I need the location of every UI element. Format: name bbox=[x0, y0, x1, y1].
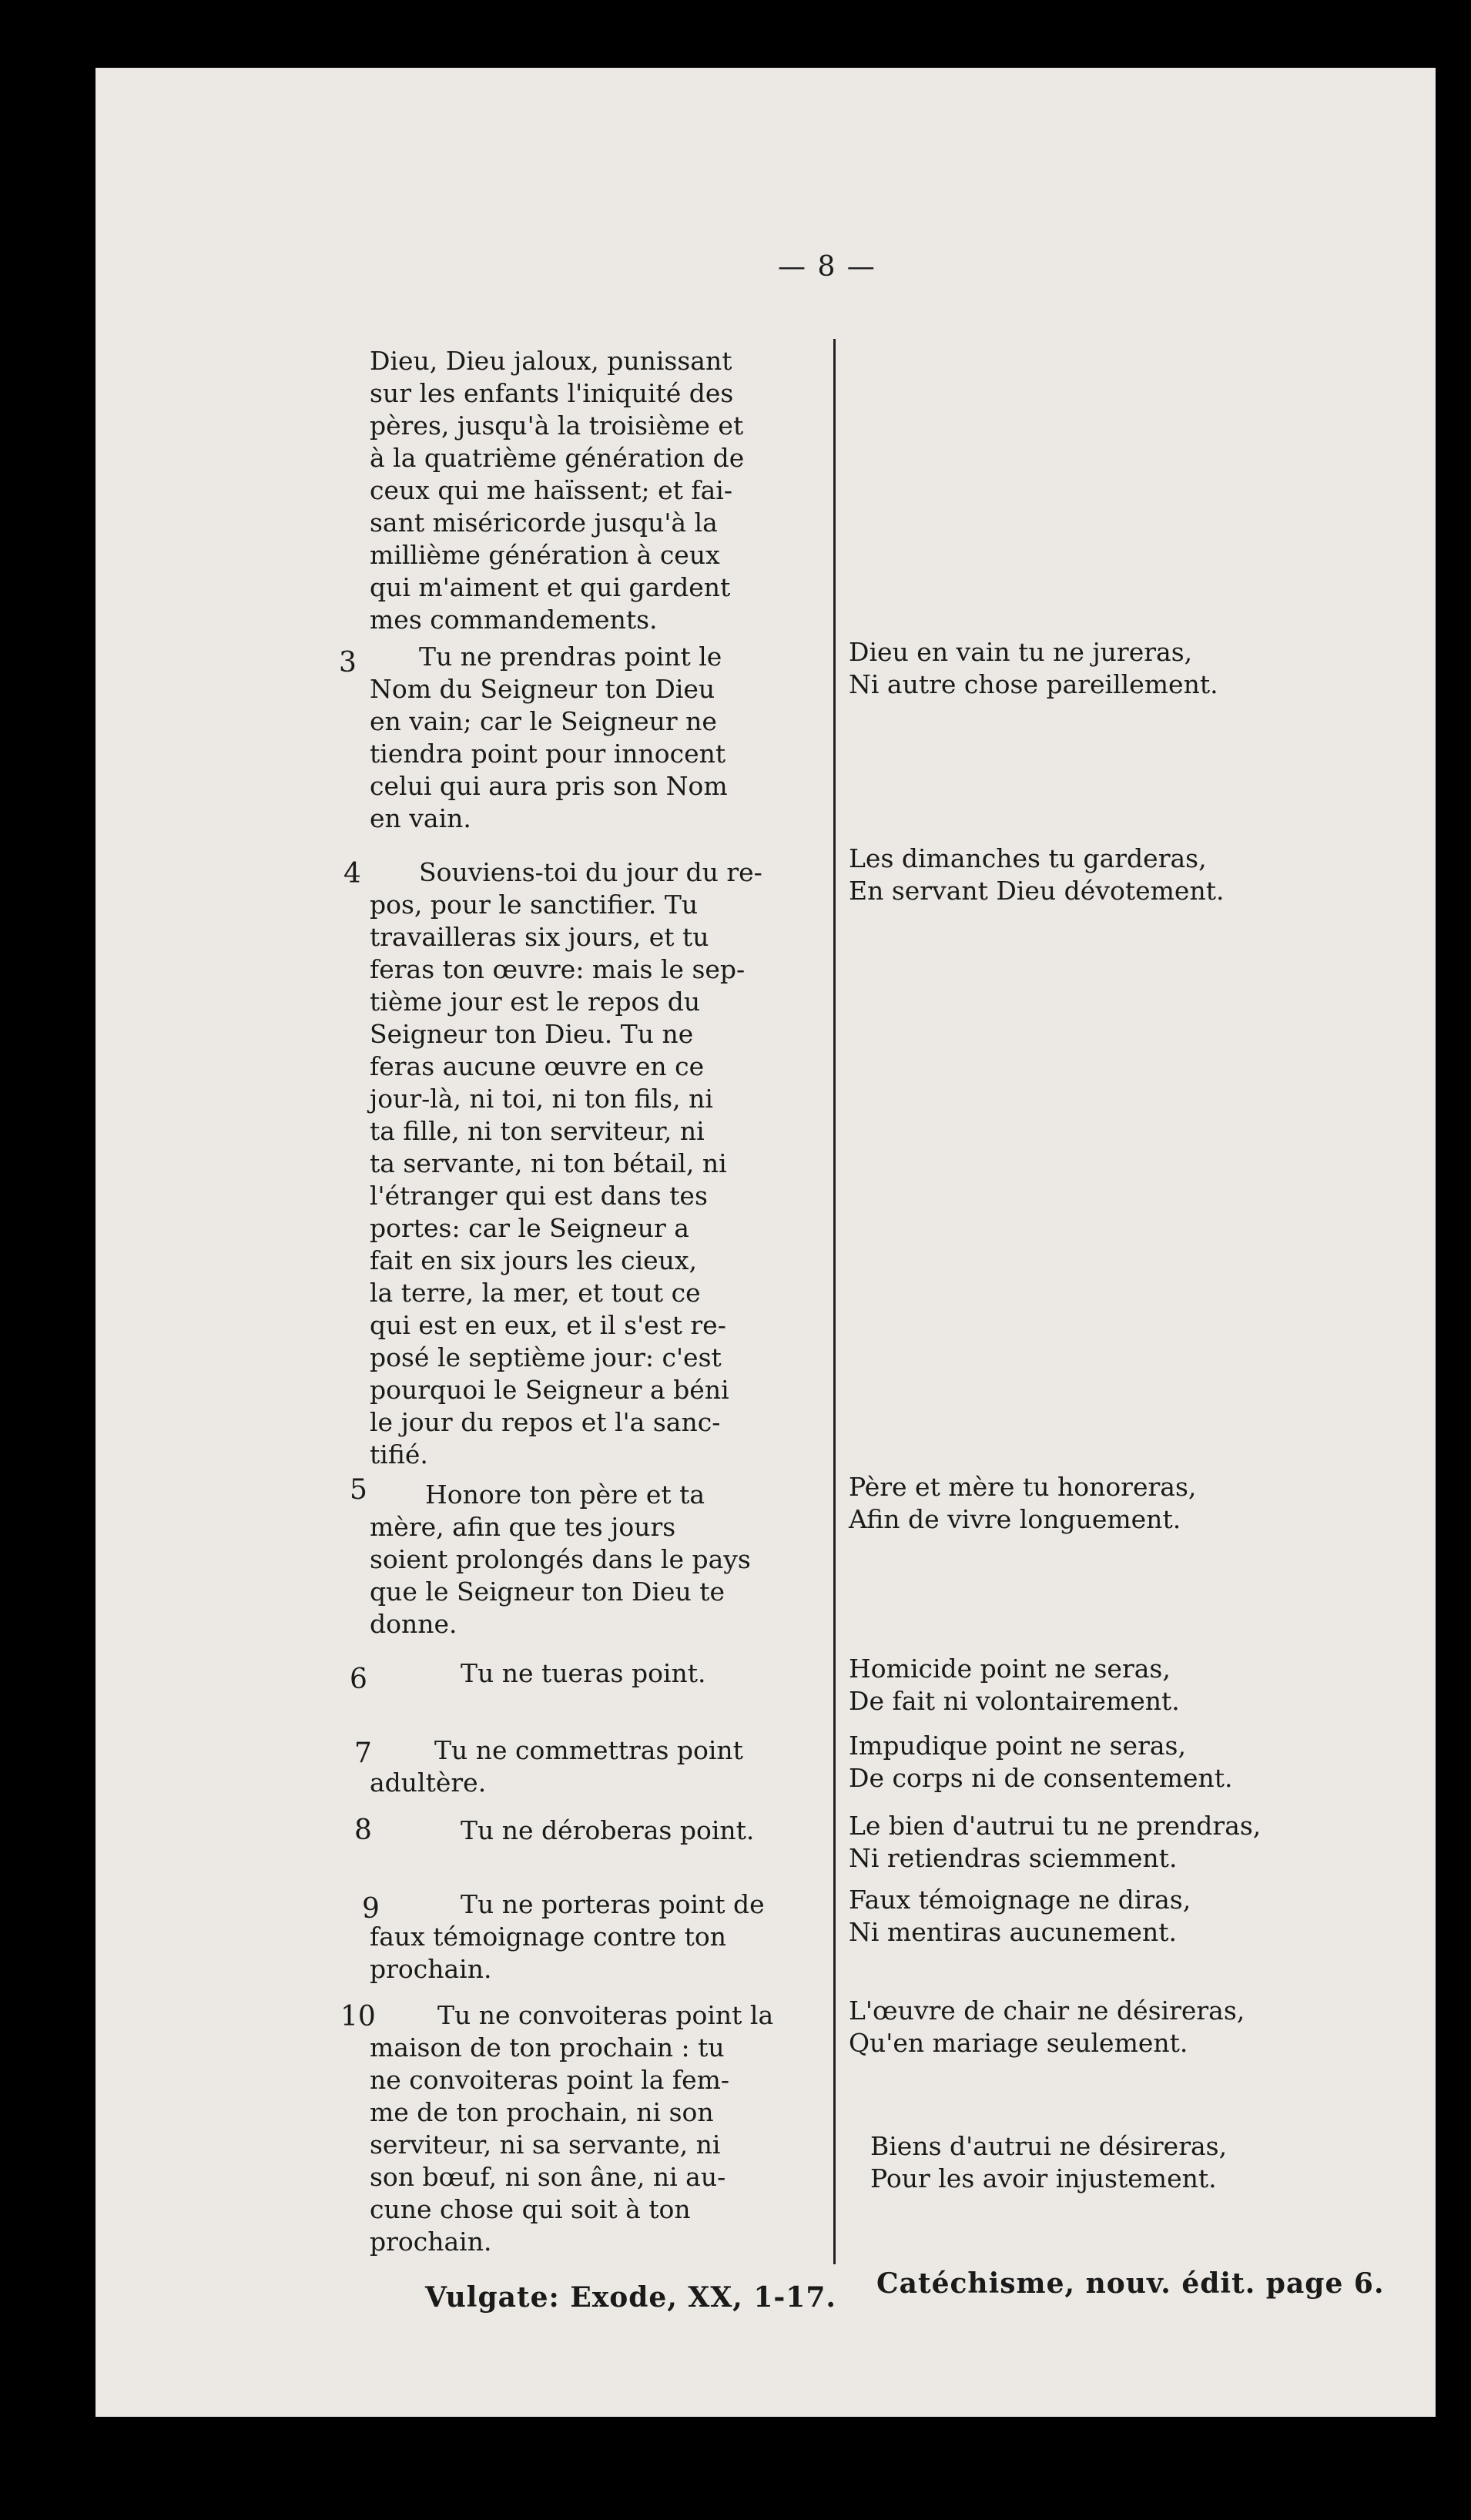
text-line: me de ton prochain, ni son bbox=[370, 2097, 714, 2127]
text-line: travailleras six jours, et tu bbox=[370, 922, 709, 952]
text-line: tiendra point pour innocent bbox=[370, 739, 726, 769]
catechism-verse bbox=[849, 1884, 1403, 1949]
text-line: posé le septième jour: c'est bbox=[370, 1342, 722, 1372]
catechism-verse bbox=[849, 1653, 1403, 1717]
text-line: tifié. bbox=[370, 1439, 428, 1469]
text-line: qui est en eux, et il s'est re- bbox=[370, 1310, 726, 1340]
text-line: Le bien d'autrui tu ne prendras, bbox=[849, 1811, 1262, 1841]
text-line: Seigneur ton Dieu. Tu ne bbox=[370, 1019, 694, 1049]
text-line: Biens d'autrui ne désireras, bbox=[870, 2131, 1228, 2161]
commandment-text bbox=[370, 1999, 836, 2258]
text-line: en vain. bbox=[370, 803, 471, 833]
text-line: sur les enfants l'iniquité des bbox=[370, 378, 734, 408]
text-line: Ni retiendras sciemment. bbox=[849, 1843, 1178, 1873]
text-line: jour-là, ni toi, ni ton fils, ni bbox=[370, 1084, 713, 1114]
catechism-verse bbox=[849, 636, 1403, 701]
text-line: millième génération à ceux bbox=[370, 540, 720, 570]
text-line: Nom du Seigneur ton Dieu bbox=[370, 674, 715, 704]
text-line: celui qui aura pris son Nom bbox=[370, 771, 728, 801]
commandment-text bbox=[370, 1815, 836, 1847]
commandment-number: 10 bbox=[340, 2001, 376, 2032]
text-line: mère, afin que tes jours bbox=[370, 1512, 676, 1542]
text-line: En servant Dieu dévotement. bbox=[849, 876, 1225, 906]
text-line: pourquoi le Seigneur a béni bbox=[370, 1375, 729, 1405]
commandment-number: 8 bbox=[354, 1815, 372, 1846]
commandment-text bbox=[370, 641, 836, 835]
text-line: Tu ne porteras point de bbox=[461, 1889, 765, 1919]
commandment-number: 3 bbox=[339, 647, 357, 679]
text-line: ceux qui me haïssent; et fai- bbox=[370, 475, 732, 505]
text-line: feras aucune œuvre en ce bbox=[370, 1051, 705, 1081]
text-line: Impudique point ne seras, bbox=[849, 1731, 1186, 1761]
text-line: pères, jusqu'à la troisième et bbox=[370, 411, 744, 441]
text-line: prochain. bbox=[370, 1954, 492, 1984]
commandment-text bbox=[370, 1734, 836, 1799]
text-line: en vain; car le Seigneur ne bbox=[370, 706, 717, 736]
text-line: Les dimanches tu garderas, bbox=[849, 843, 1207, 873]
text-line: feras ton œuvre: mais le sep- bbox=[370, 954, 746, 984]
text-line: Tu ne déroberas point. bbox=[461, 1815, 755, 1845]
text-line: L'œuvre de chair ne désireras, bbox=[849, 1996, 1245, 2026]
text-line: le jour du repos et l'a sanc- bbox=[370, 1407, 721, 1437]
text-line: portes: car le Seigneur a bbox=[370, 1213, 689, 1243]
text-line: à la quatrième génération de bbox=[370, 443, 745, 473]
text-line: son bœuf, ni son âne, ni au- bbox=[370, 2162, 726, 2192]
text-line: Faux témoignage ne diras, bbox=[849, 1885, 1191, 1915]
text-line: soient prolongés dans le pays bbox=[370, 1544, 751, 1574]
commandment-text bbox=[370, 856, 836, 1471]
text-line: De fait ni volontairement. bbox=[849, 1686, 1180, 1716]
text-line: l'étranger qui est dans tes bbox=[370, 1181, 708, 1211]
catechism-verse bbox=[849, 1730, 1403, 1794]
commandment-number: 7 bbox=[354, 1738, 372, 1769]
text-line: pos, pour le sanctifier. Tu bbox=[370, 890, 699, 920]
text-line: sant miséricorde jusqu'à la bbox=[370, 508, 718, 538]
text-line: Ni mentiras aucunement. bbox=[849, 1917, 1177, 1947]
catechism-verse bbox=[849, 843, 1403, 907]
page-number: — 8 — bbox=[778, 251, 876, 283]
commandment-number: 6 bbox=[350, 1664, 367, 1695]
text-line: faux témoignage contre ton bbox=[370, 1922, 726, 1952]
text-line: Afin de vivre longuement. bbox=[849, 1504, 1181, 1534]
text-line: Tu ne tueras point. bbox=[461, 1658, 706, 1688]
text-line: prochain. bbox=[370, 2227, 492, 2257]
text-line: Dieu, Dieu jaloux, punissant bbox=[370, 346, 732, 376]
text-line: maison de ton prochain : tu bbox=[370, 2032, 725, 2063]
text-line: Honore ton père et ta bbox=[425, 1479, 705, 1510]
text-line: la terre, la mer, et tout ce bbox=[370, 1278, 701, 1308]
text-line: mes commandements. bbox=[370, 605, 658, 635]
text-line: ta fille, ni ton serviteur, ni bbox=[370, 1116, 705, 1146]
text-line: Tu ne commettras point bbox=[434, 1735, 743, 1765]
text-line: adultère. bbox=[370, 1768, 487, 1798]
footer-source-right: Catéchisme, nouv. édit. page 6. bbox=[876, 2267, 1385, 2300]
text-line: Qu'en mariage seulement. bbox=[849, 2028, 1188, 2058]
commandment-text bbox=[370, 1657, 836, 1690]
text-line: Tu ne convoiteras point la bbox=[437, 2000, 774, 2030]
text-line: De corps ni de consentement. bbox=[849, 1763, 1233, 1793]
commandment-number: 4 bbox=[343, 858, 361, 890]
text-line: Souviens-toi du jour du re- bbox=[419, 857, 762, 887]
text-line: Tu ne prendras point le bbox=[419, 642, 722, 672]
catechism-verse bbox=[870, 2130, 1425, 2195]
continuation-paragraph bbox=[370, 345, 836, 636]
catechism-verse bbox=[849, 1810, 1403, 1875]
footer-source-left: Vulgate: Exode, XX, 1-17. bbox=[425, 2281, 836, 2314]
text-line: ne convoiteras point la fem- bbox=[370, 2065, 730, 2095]
catechism-verse bbox=[849, 1995, 1403, 2059]
text-line: que le Seigneur ton Dieu te bbox=[370, 1577, 725, 1607]
text-line: qui m'aiment et qui gardent bbox=[370, 572, 731, 602]
text-line: tième jour est le repos du bbox=[370, 987, 701, 1017]
commandment-text bbox=[370, 1888, 836, 1986]
text-line: serviteur, ni sa servante, ni bbox=[370, 2130, 721, 2160]
text-line: Ni autre chose pareillement. bbox=[849, 669, 1218, 699]
commandment-text bbox=[370, 1479, 836, 1640]
text-line: donne. bbox=[370, 1609, 457, 1639]
text-line: Pour les avoir injustement. bbox=[870, 2163, 1217, 2193]
commandment-number: 9 bbox=[362, 1893, 380, 1925]
text-line: fait en six jours les cieux, bbox=[370, 1245, 698, 1275]
text-line: ta servante, ni ton bétail, ni bbox=[370, 1148, 727, 1178]
commandment-number: 5 bbox=[350, 1474, 367, 1506]
catechism-verse bbox=[849, 1471, 1403, 1536]
text-line: cune chose qui soit à ton bbox=[370, 2194, 691, 2224]
text-line: Homicide point ne seras, bbox=[849, 1654, 1171, 1684]
text-line: Dieu en vain tu ne jureras, bbox=[849, 637, 1193, 667]
text-line: Père et mère tu honoreras, bbox=[849, 1472, 1197, 1502]
